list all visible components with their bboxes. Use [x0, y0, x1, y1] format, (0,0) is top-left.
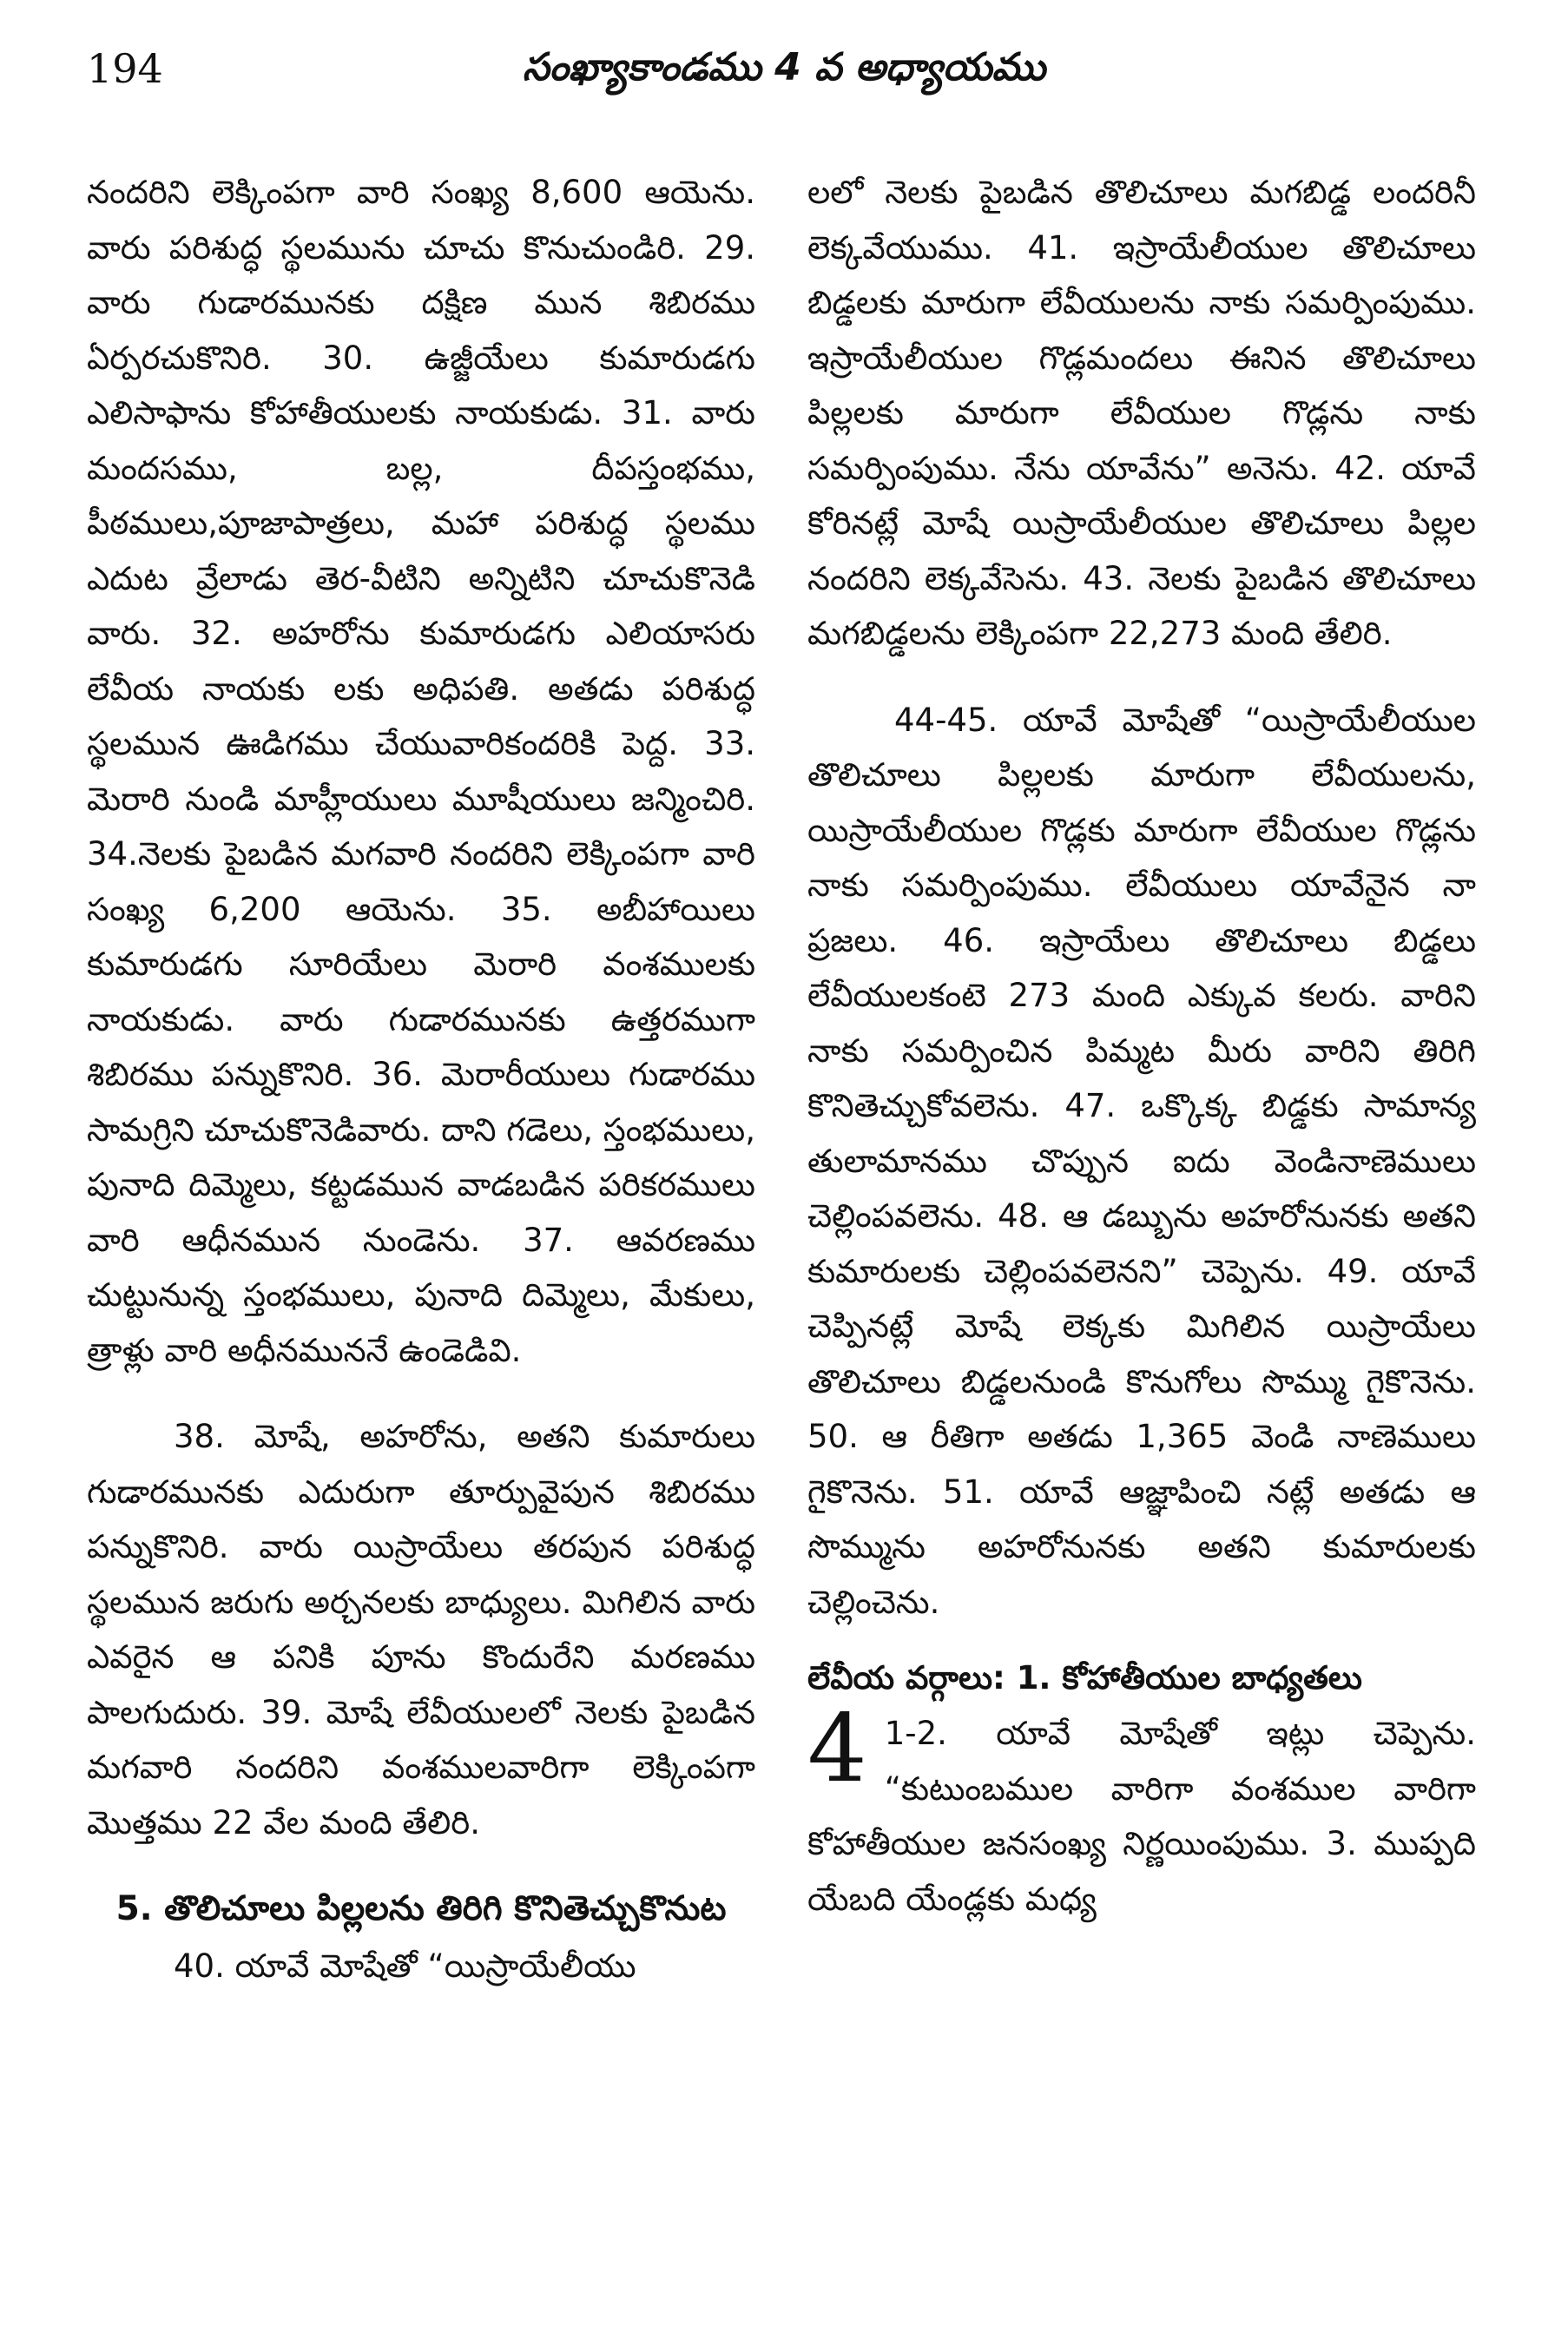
left-column [87, 165, 755, 2026]
page-header [87, 45, 1481, 106]
paragraph: నందరిని లెక్కింపగా వారి సంఖ్య 8,600 ఆయెను. వారు పరిశుద్ధ స్థలమును చూచు కొనుచుండిరి. 29. వారు గుడారమునకు దక్షిణ మున శిబిరము ఏర్పరచుకొనిరి. 30. ఉజ్జీయేలు కుమారుడగు ఎలిసాఫాను కోహాతీయులకు నాయకుడు. 31. వారు మందసము, బల్ల, దీపస్తంభము, పీఠములు,పూజాపాత్రలు, మహా పరిశుద్ధ స్థలము ఎదుట వ్రేలాడు తెర-వీటిని అన్నిటిని చూచుకొనెడి వారు. 32. అహరోను కుమారుడగు ఎలియాసరు లేవీయ నాయకు లకు అధిపతి. అతడు పరిశుద్ధ స్థలమున ఊడిగము చేయువారికందరికి పెద్ద. 33. మెరారి నుండి మాహ్లీయులు మూషీయులు జన్మించిరి. 34.నెలకు పైబడిన మగవారి నందరిని లెక్కింపగా వారి సంఖ్య 6,200 ఆయెను. 35. అబీహాయిలు కుమారుడగు సూరియేలు మెరారి వంశములకు నాయకుడు. వారు గుడారమునకు ఉత్తరముగా శిబిరము పన్నుకొనిరి. 36. మెరారీయులు గుడారము సామగ్రిని చూచుకొనెడివారు. దాని గడెలు, స్తంభములు, పునాది దిమ్మెలు, కట్టడమున వాడబడిన పరికరములు వారి ఆధీనమున నుండెను. 37. ఆవరణము చుట్టునున్న స్తంభములు, పునాది దిమ్మెలు, మేకులు, త్రాళ్లు వారి అధీనముననే ఉండెడివి. [87, 174, 755, 1369]
page-number: 194 [87, 45, 163, 92]
chapter-text: 1-2. యావే మోషేతో ఇట్లు చెప్పెను. “కుటుంబముల వారిగా వంశముల వారిగా కోహాతీయుల జనసంఖ్య నిర్ణయింపుము. 3. ముప్పది యేబది యేండ్లకు మధ్య [807, 1715, 1476, 1918]
paragraph: 40. యావే మోషేతో “యిస్రాయేలీయు [174, 1947, 636, 1985]
running-title: సంఖ్యాకాండము 4 వ అధ్యాయము [522, 45, 1046, 89]
chapter-number: 4 [807, 1695, 867, 1803]
paragraph: 44-45. యావే మోషేతో “యిస్రాయేలీయుల తొలిచూలు పిల్లలకు మారుగా లేవీయులను, యిస్రాయేలీయుల గొడ్లకు మారుగా లేవీయుల గొడ్లను నాకు సమర్పింపుము. లేవీయులు యావేనైన నా ప్రజలు. 46. ఇస్రాయేలు తొలిచూలు బిడ్డలు లేవీయులకంటె 273 మంది ఎక్కువ కలరు. వారిని నాకు సమర్పించిన పిమ్మట మీరు వారిని తిరిగి కొనితెచ్చుకోవలెను. 47. ఒక్కొక్క బిడ్డకు సామాన్య తులామానము చొప్పున ఐదు వెండినాణెములు చెల్లింపవలెను. 48. ఆ డబ్బును అహరోనునకు అతని కుమారులకు చెల్లింపవలెనని” చెప్పెను. 49. యావే చెప్పినట్లే మోషే లెక్కకు మిగిలిన యిస్రాయేలు తొలిచూలు బిడ్డలనుండి కొనుగోలు సొమ్ము గైకొనెను. 50. ఆ రీతిగా అతడు 1,365 వెండి నాణెములు గైకొనెను. 51. యావే ఆజ్ఞాపించి నట్లే అతడు ఆ సొమ్మును అహరోనునకు అతని కుమారులకు చెల్లించెను. [807, 701, 1476, 1621]
chapter-start [807, 1695, 1476, 1927]
paragraph: లలో నెలకు పైబడిన తొలిచూలు మగబిడ్డ లందరినీ లెక్కవేయుము. 41. ఇస్రాయేలీయుల తొలిచూలు బిడ్డలకు మారుగా లేవీయులను నాకు సమర్పింపుము. ఇస్రాయేలీయుల గొడ్లమందలు ఈనిన తొలిచూలు పిల్లలకు మారుగా లేవీయుల గొడ్లను నాకు సమర్పింపుము. నేను యావేను” అనెను. 42. యావే కోరినట్లే మోషే యిస్రాయేలీయుల తొలిచూలు పిల్లల నందరిని లెక్కవేసెను. 43. నెలకు పైబడిన తొలిచూలు మగబిడ్డలను లెక్కింపగా 22,273 మంది తేలిరి. [807, 174, 1476, 652]
subsection-heading: లేవీయ వర్గాలు: 1. కోహాతీయుల బాధ్యతలు [807, 1659, 1362, 1696]
paragraph: 38. మోషే, అహరోను, అతని కుమారులు గుడారమునకు ఎదురుగా తూర్పువైపున శిబిరము పన్నుకొనిరి. వారు యిస్రాయేలు తరపున పరిశుద్ధ స్థలమున జరుగు అర్చనలకు బాధ్యులు. మిగిలిన వారు ఎవరైన ఆ పనికి పూను కొందురేని మరణము పాలగుదురు. 39. మోషే లేవీయులలో నెలకు పైబడిన మగవారి నందరిని వంశములవారిగా లెక్కింపగా మొత్తము 22 వేల మంది తేలిరి. [87, 1418, 755, 1841]
section-heading: 5. తొలిచూలు పిల్లలను తిరిగి కొనితెచ్చుకొనుట [115, 1889, 727, 1928]
right-column [807, 165, 1476, 1927]
